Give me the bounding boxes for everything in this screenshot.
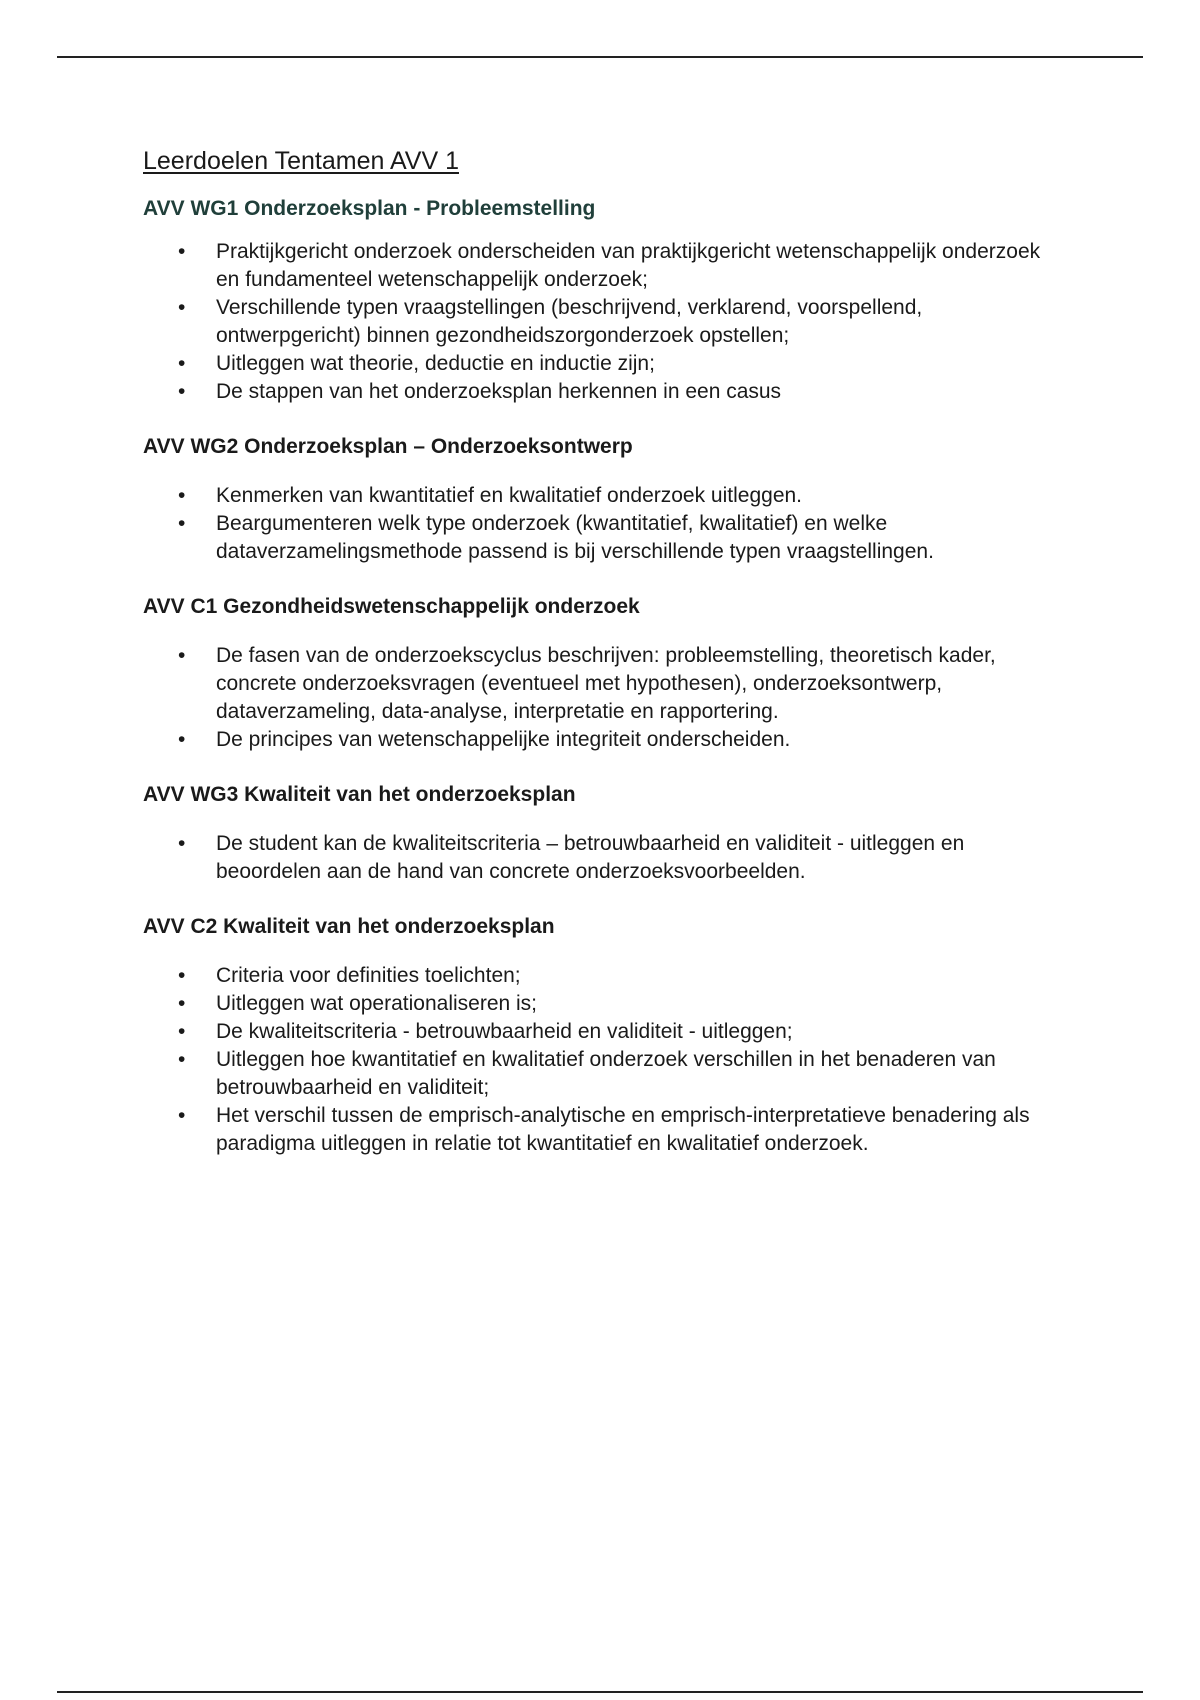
bullet-icon: •	[178, 1048, 186, 1071]
list-item	[178, 726, 1063, 754]
bullet-icon: •	[178, 1104, 186, 1127]
bullet-icon: •	[178, 1020, 186, 1043]
list-item	[178, 378, 1063, 406]
list-item	[178, 238, 1063, 294]
bullet-icon: •	[178, 240, 186, 263]
bottom-rule	[57, 1691, 1143, 1693]
learning-goals-list	[143, 238, 1063, 406]
list-item	[178, 990, 1063, 1018]
list-item	[178, 294, 1063, 350]
bullet-icon: •	[178, 484, 186, 507]
document-body	[143, 144, 1063, 1184]
bullet-icon: •	[178, 644, 186, 667]
top-rule	[57, 56, 1143, 58]
list-item-text: Kenmerken van kwantitatief en kwalitatief onderzoek uitleggen.	[216, 484, 803, 507]
bullet-icon: •	[178, 728, 186, 751]
learning-goals-list	[143, 642, 1063, 754]
section-heading: AVV C2 Kwaliteit van het onderzoeksplan	[143, 915, 555, 938]
section-heading: AVV C1 Gezondheidswetenschappelijk onderzoek	[143, 595, 640, 618]
list-item-text: Criteria voor definities toelichten;	[216, 964, 521, 987]
list-item	[178, 962, 1063, 990]
section-heading: AVV WG2 Onderzoeksplan – Onderzoeksontwerp	[143, 435, 633, 458]
list-item-text: De stappen van het onderzoeksplan herkennen in een casus	[216, 380, 782, 403]
learning-goals-list	[143, 482, 1063, 566]
list-item	[178, 510, 1063, 566]
section-heading: AVV WG3 Kwaliteit van het onderzoeksplan	[143, 783, 576, 806]
list-item	[178, 642, 1063, 726]
list-item-text: Het verschil tussen de emprisch-analytische en emprisch-interpretatieve benadering als paradigma uitleggen in relatie tot kwantitatief en kwalitatief onderzoek.	[216, 1104, 1030, 1155]
list-item	[178, 1018, 1063, 1046]
bullet-icon: •	[178, 964, 186, 987]
list-item-text: De kwaliteitscriteria - betrouwbaarheid en validiteit - uitleggen;	[216, 1020, 793, 1043]
bullet-icon: •	[178, 296, 186, 319]
list-item	[178, 350, 1063, 378]
learning-goals-list	[143, 830, 1063, 886]
list-item	[178, 830, 1063, 886]
bullet-icon: •	[178, 380, 186, 403]
section-heading: AVV WG1 Onderzoeksplan - Probleemstelling	[143, 197, 596, 220]
list-item-text: De principes van wetenschappelijke integriteit onderscheiden.	[216, 728, 791, 751]
bullet-icon: •	[178, 352, 186, 375]
list-item	[178, 1102, 1063, 1158]
bullet-icon: •	[178, 992, 186, 1015]
list-item-text: Praktijkgericht onderzoek onderscheiden van praktijkgericht wetenschappelijk onderzoek en fundamenteel wetenschappelijk onderzoek;	[216, 240, 1041, 291]
list-item-text: De student kan de kwaliteitscriteria – betrouwbaarheid en validiteit - uitleggen en beoordelen aan de hand van concrete onderzoeksvoorbeelden.	[216, 832, 965, 883]
list-item-text: Uitleggen hoe kwantitatief en kwalitatief onderzoek verschillen in het benaderen van betrouwbaarheid en validiteit;	[216, 1048, 996, 1099]
list-item-text: De fasen van de onderzoekscyclus beschrijven: probleemstelling, theoretisch kader, concrete onderzoeksvragen (eventueel met hypothesen), onderzoeksontwerp, dataverzameling, data-analyse, interpretatie en rapportering.	[216, 644, 996, 723]
bullet-icon: •	[178, 512, 186, 535]
list-item-text: Uitleggen wat theorie, deductie en inductie zijn;	[216, 352, 655, 375]
list-item	[178, 1046, 1063, 1102]
list-item-text: Verschillende typen vraagstellingen (beschrijvend, verklarend, voorspellend, ontwerpgericht) binnen gezondheidszorgonderzoek opstellen;	[216, 296, 923, 347]
bullet-icon: •	[178, 832, 186, 855]
list-item-text: Beargumenteren welk type onderzoek (kwantitatief, kwalitatief) en welke dataverzamelingsmethode passend is bij verschillende typen vraagstellingen.	[216, 512, 934, 563]
list-item-text: Uitleggen wat operationaliseren is;	[216, 992, 538, 1015]
document-title: Leerdoelen Tentamen AVV 1	[143, 147, 459, 175]
learning-goals-list	[143, 962, 1063, 1158]
list-item	[178, 482, 1063, 510]
sections-container	[143, 194, 1063, 1158]
